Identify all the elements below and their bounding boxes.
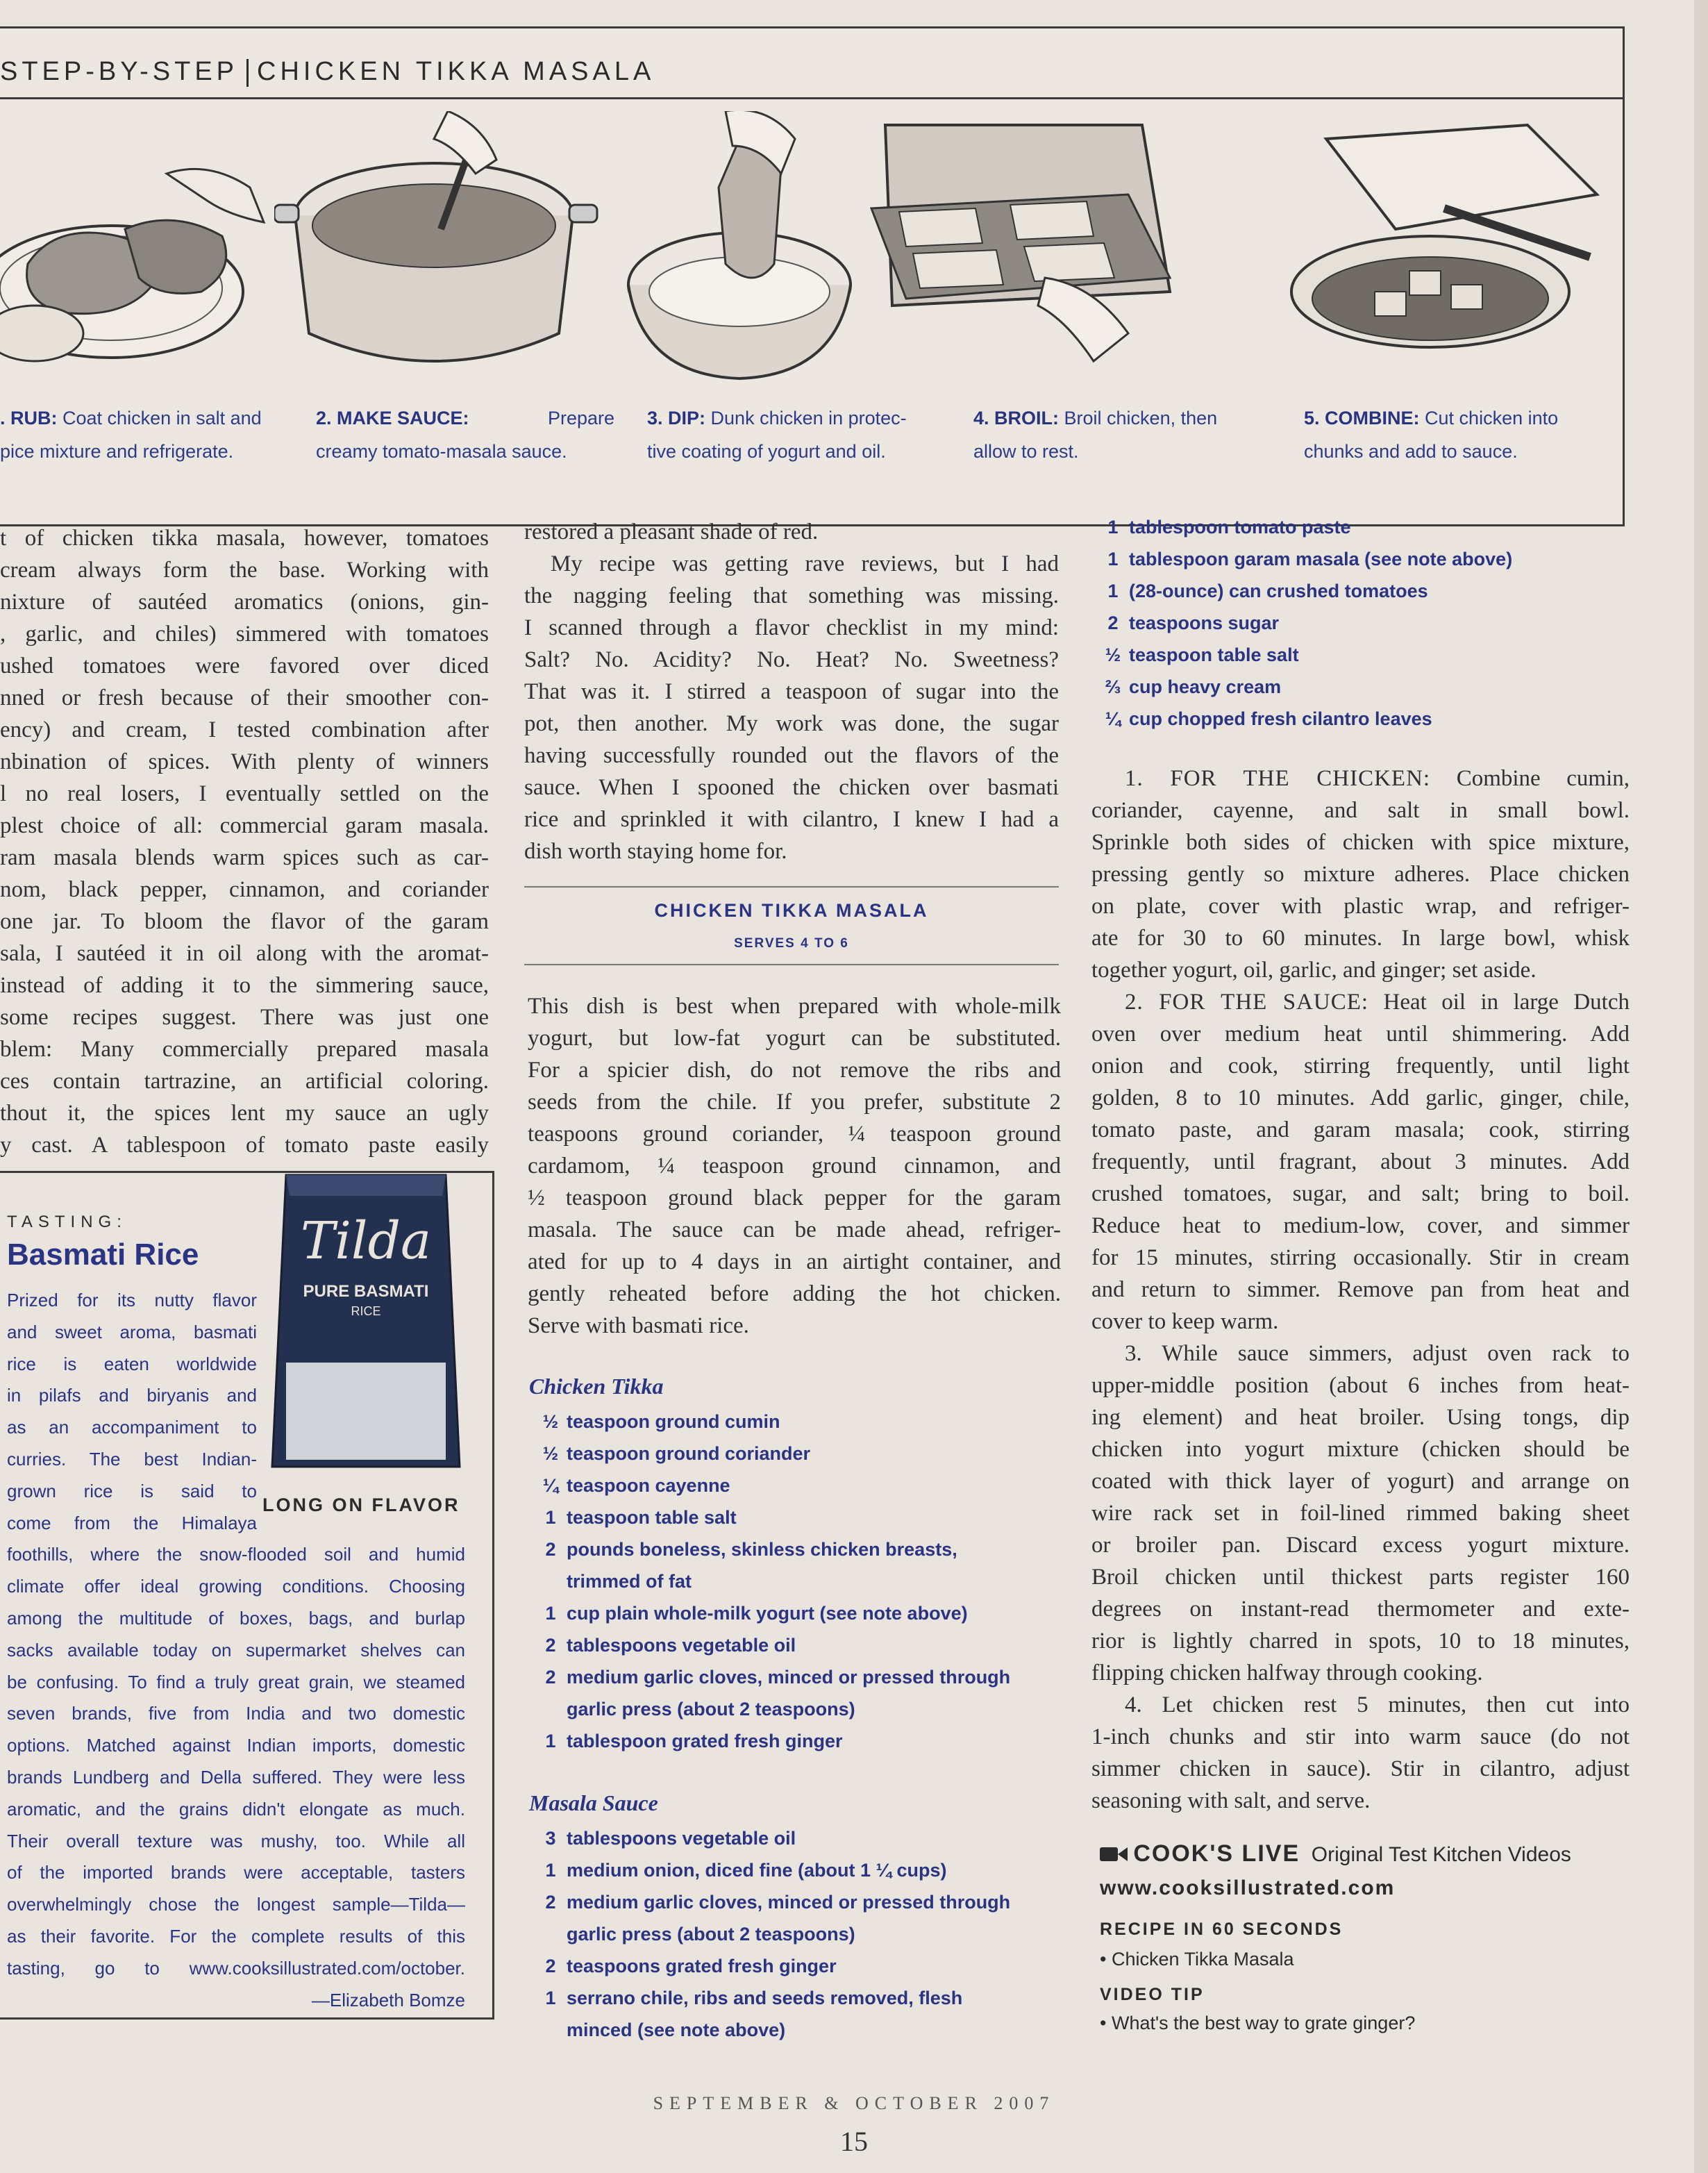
image-caption: LONG ON FLAVOR <box>262 1495 460 1515</box>
divider <box>524 886 1059 888</box>
divider <box>524 964 1059 965</box>
list-item: 2 pounds boneless, skinless chicken breasts, trimmed of fat <box>545 1539 957 1592</box>
list-item: 1 serrano chile, ribs and seeds removed, flesh minced (see note above) <box>545 1988 963 2040</box>
step-by-step-heading <box>0 57 655 87</box>
step-caption-rub: . RUB: Coat chicken in salt and pice mixture and refrigerate. <box>0 408 262 462</box>
video-tip-link[interactable]: • What's the best way to grate ginger? <box>1100 2013 1416 2033</box>
list-item: 2 teaspoons grated fresh ginger <box>545 1956 837 1976</box>
make-sauce-illustration <box>274 111 601 389</box>
recipe-video-link[interactable]: • Chicken Tikka Masala <box>1100 1949 1294 1970</box>
list-item: ½ teaspoon table salt <box>1105 644 1299 665</box>
masala-sauce-ingredients <box>535 1822 1062 2046</box>
chicken-tikka-ingredients <box>535 1406 1062 1757</box>
list-item: ½ teaspoon ground coriander <box>542 1443 811 1464</box>
video-camera-icon <box>1100 1845 1128 1864</box>
recipe-serves: SERVES 4 TO 6 <box>734 936 849 951</box>
recipe-in-60-heading: RECIPE IN 60 SECONDS <box>1100 1920 1343 1939</box>
list-item: 1 tablespoon garam masala (see note above) <box>1107 549 1513 569</box>
chicken-tikka-heading: Chicken Tikka <box>529 1374 664 1399</box>
bag-label: PURE BASMATI <box>303 1282 429 1301</box>
tasting-kicker: TASTING: <box>7 1213 127 1231</box>
divider <box>0 97 1625 99</box>
page-number: 15 <box>840 2126 868 2157</box>
list-item: 2 teaspoons sugar <box>1107 613 1280 633</box>
list-item: 1 medium onion, diced fine (about 1 ¼ cups) <box>545 1860 947 1881</box>
issue-date: SEPTEMBER & OCTOBER 2007 <box>653 2093 1055 2113</box>
article-column-2: restored a pleasant shade of red. My recipe was getting rave reviews, but I had the nagging feeling that something was missing. I scanned through a flavor checklist in my mind: Salt? No. Acidity? No. Heat? No. Sweetness? That was it. I stirred a teaspoon of sugar into the pot, then another. My work was done, the sugar having successfully rounded out the flavors of the sauce. When I spooned the chicken over basmati rice and sprinkled it with cilantro, I knew I had a dish worth staying home for. <box>524 519 1059 864</box>
masala-sauce-heading: Masala Sauce <box>529 1790 658 1815</box>
list-item: 1 cup plain whole-milk yogurt (see note above) <box>545 1603 968 1624</box>
list-item: ¼ cup chopped fresh cilantro leaves <box>1105 708 1432 729</box>
dip-illustration <box>621 111 871 389</box>
list-item: ¼ teaspoon cayenne <box>542 1475 730 1496</box>
list-item: 3 tablespoons vegetable oil <box>545 1828 796 1849</box>
tasting-title: Basmati Rice <box>7 1238 199 1272</box>
step-caption-make-sauce: 2. MAKE SAUCE: Prepare creamy tomato-masala sauce. <box>316 408 614 462</box>
article-column-1: t of chicken tikka masala, however, tomatoes cream always form the base. Working with nixture of sautéed aromatics (onions, gin- , garlic, and chiles) simmered with tomatoes ushed tomatoes were favored over diced nned or fresh because of their smoother con- ency) and cream, I tested combination after nbination of spices. With plenty of winners l no real losers, I eventually settled on the plest choice of all: commercial garam masala. ram masala blends warm spices such as car- nom, black pepper, cinnamon, and coriander one jar. To bloom the flavor of the garam sala, I sautéed it in oil along with the aromat- instead of adding it to the simmering sauce, some recipes suggest. There was just one blem: Many commercially prepared masala ces contain tartrazine, an artificial coloring. thout it, the spices lent my sauce an ugly y cast. A tablespoon of tomato paste easily <box>0 526 489 1158</box>
list-item: 2 tablespoons vegetable oil <box>545 1635 796 1656</box>
list-item: 1 tablespoon tomato paste <box>1107 517 1351 538</box>
list-item: 1 (28-ounce) can crushed tomatoes <box>1107 581 1428 601</box>
list-item: 1 teaspoon table salt <box>545 1507 737 1528</box>
cooks-live-heading: COOK'S LIVE Original Test Kitchen Videos <box>1100 1840 1571 1867</box>
step-caption-broil: 4. BROIL: Broil chicken, then allow to rest. <box>973 408 1218 462</box>
bag-brand: Tilda <box>300 1211 432 1271</box>
step-label: 2. FOR THE SAUCE: <box>1125 990 1369 1015</box>
step-caption-combine: 5. COMBINE: Cut chicken into chunks and add to sauce. <box>1304 408 1559 462</box>
rub-illustration <box>0 111 292 389</box>
tasting-body: Prized for its nutty flavor and sweet aroma, basmati rice is eaten worldwide in pilafs and biryanis and as an accompaniment to curries. The best Indian- grown rice is said to come from the Himalaya foothills, where the snow-flooded soil and humid climate offer ideal growing conditions. Choosing among the multitude of boxes, bags, and burlap sacks available today on supermarket shelves can be confusing. To find a truly great grain, we steamed seven brands, five from India and two domestic options. Matched against Indian imports, domestic brands Lundberg and Della suffered. They were less aromatic, and the grains didn't elongate as much. Their overall texture was mushy, too. While all of the imported brands were acceptable, tasters overwhelmingly chose the longest sample—Tilda— as their favorite. For the complete results of this tasting, go to www.cooksillustrated.com/october. —Elizabeth Bomze <box>7 1285 465 2016</box>
list-item: 2 medium garlic cloves, minced or pressed through garlic press (about 2 teaspoons) <box>545 1892 1011 1945</box>
bag-sub: RICE <box>351 1304 381 1318</box>
combine-illustration <box>1271 111 1604 389</box>
masala-sauce-ingredients-cont <box>1097 511 1625 735</box>
recipe-intro: This dish is best when prepared with whole-milk yogurt, but low-fat yogurt can be substituted. For a spicier dish, do not remove the ribs and seeds from the chile. If you prefer, substitute 2 teaspoons ground coriander, ¼ teaspoon ground cardamom, ¼ teaspoon ground cinnamon, and ½ teaspoon ground black pepper for the garam masala. The sauce can be made ahead, refriger- ated for up to 4 days in an airtight container, and gently reheated before adding the hot chicken. Serve with basmati rice. <box>528 994 1061 1338</box>
cooks-live-url[interactable]: www.cooksillustrated.com <box>1100 1876 1396 1899</box>
page-edge <box>1694 0 1708 2173</box>
list-item: ½ teaspoon ground cumin <box>542 1411 780 1432</box>
list-item: 1 tablespoon grated fresh ginger <box>545 1731 843 1751</box>
step-caption-dip: 3. DIP: Dunk chicken in protec- tive coating of yogurt and oil. <box>647 408 907 462</box>
recipe-instructions: 1. FOR THE CHICKEN: Combine cumin, coriander, cayenne, and salt in small bowl. Sprinkle both sides of chicken with spice mixture, pressing gently so mixture adheres. Place chicken on plate, cover with plastic wrap, and refriger- ate for 30 to 60 minutes. In large bowl, whisk together yogurt, oil, garlic, and ginger; set aside. 2. FOR THE SAUCE: Heat oil in large Dutch oven over medium heat until shimmering. Add onion and cook, stirring frequently, until light golden, 8 to 10 minutes. Add garlic, ginger, chile, tomato paste, and garam masala; cook, stirring frequently, until fragrant, about 3 minutes. Add crushed tomatoes, sugar, and salt; bring to boil. Reduce heat to medium-low, cover, and simmer for 15 minutes, stirring occasionally. Stir in cream and return to simmer. Remove pan from heat and cover to keep warm. 3. While sauce simmers, adjust oven rack to upper-middle position (about 6 inches from heat- ing element) and heat broiler. Using tongs, dip chicken into yogurt mixture (chicken should be coated with thick layer of yogurt) and arrange on wire rack set in foil-lined rimmed baking sheet or broiler pan. Discard excess yogurt mixture. Broil chicken until thickest parts register 160 degrees on instant-read thermometer and exte- rior is lightly charred in spots, 10 to 18 minutes, flipping chicken halfway through cooking. 4. Let chicken rest 5 minutes, then cut into 1-inch chunks and stir into warm sauce (do not simmer chicken in sauce). Stir in cilantro, adjust seasoning with salt, and serve. <box>1091 766 1630 1813</box>
list-item: ⅔ cup heavy cream <box>1105 676 1282 697</box>
step-label: 1. FOR THE CHICKEN: <box>1125 766 1431 791</box>
tasting-signature: —Elizabeth Bomze <box>311 1989 465 2010</box>
step-by-step-title: CHICKEN TIKKA MASALA <box>257 57 655 86</box>
broil-illustration <box>864 111 1191 389</box>
recipe-title: CHICKEN TIKKA MASALA <box>654 900 929 921</box>
list-item: 2 medium garlic cloves, minced or pressed through garlic press (about 2 teaspoons) <box>545 1667 1011 1720</box>
video-tip-heading: VIDEO TIP <box>1100 1985 1205 2004</box>
step-by-step-label: STEP-BY-STEP <box>0 57 239 86</box>
